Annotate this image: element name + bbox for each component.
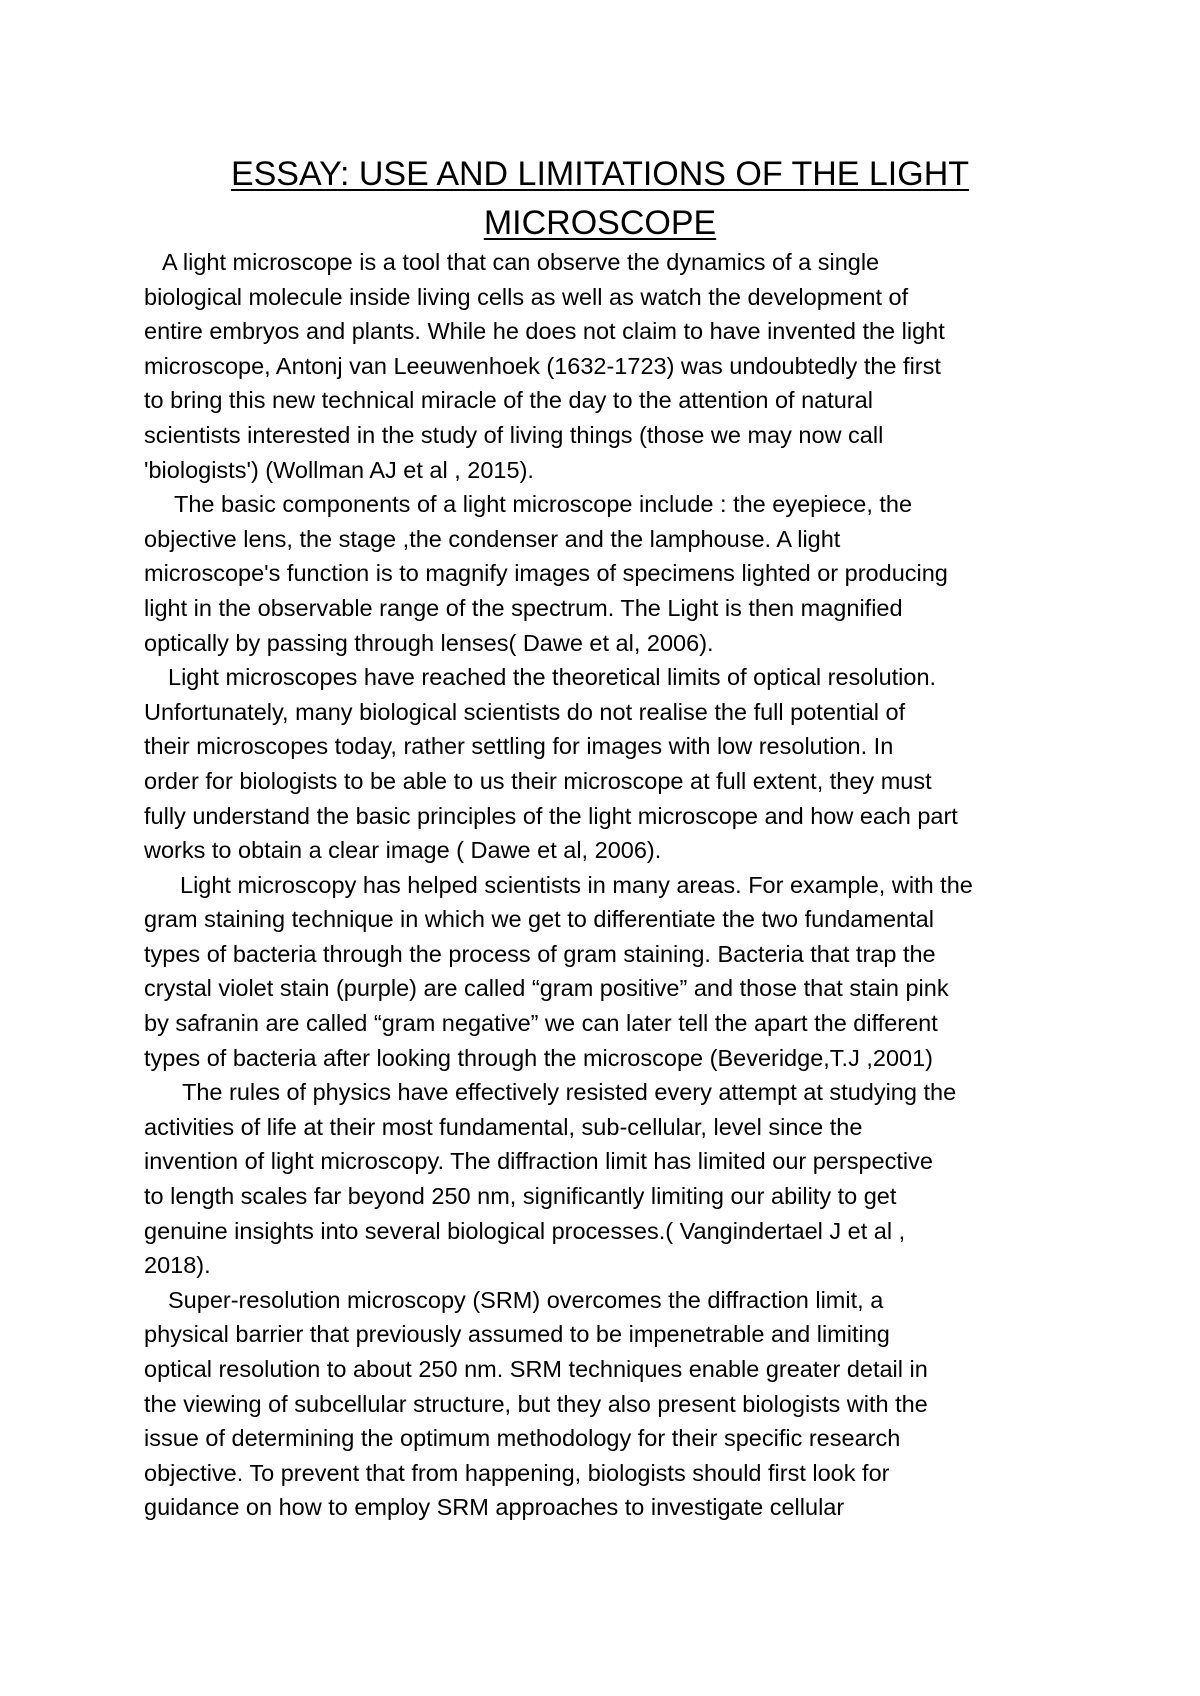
essay-title-line-1: ESSAY: USE AND LIMITATIONS OF THE LIGHT (230, 155, 970, 193)
paragraph-line: objective. To prevent that from happening, biologists should first look for (144, 1459, 890, 1486)
paragraph-line: Super-resolution microscopy (SRM) overcomes the diffraction limit, a (168, 1286, 884, 1313)
paragraph-line: Light microscopes have reached the theoretical limits of optical resolution. (168, 664, 937, 691)
paragraph-line: The rules of physics have effectively resisted every attempt at studying the (182, 1079, 957, 1106)
paragraph-line: to length scales far beyond 250 nm, significantly limiting our ability to get (144, 1183, 897, 1210)
paragraph-line: guidance on how to employ SRM approaches to investigate cellular (144, 1494, 845, 1521)
paragraph-line: biological molecule inside living cells as well as watch the development of (144, 283, 909, 310)
essay-title-line-2: MICROSCOPE (483, 204, 717, 242)
paragraph-line: Light microscopy has helped scientists in many areas. For example, with the (180, 871, 973, 898)
paragraph-line: their microscopes today, rather settling for images with low resolution. In (144, 733, 894, 760)
essay-paragraph (144, 660, 1074, 868)
paragraph-line: 2018). (144, 1252, 211, 1279)
paragraph-line: scientists interested in the study of living things (those we may now call (144, 421, 884, 448)
paragraph-line: A light microscope is a tool that can observe the dynamics of a single (162, 249, 880, 275)
paragraph-line: gram staining technique in which we get to differentiate the two fundamental (144, 906, 934, 933)
paragraph-line: fully understand the basic principles of the light microscope and how each part (144, 802, 958, 829)
paragraph-line: 'biologists') (Wollman AJ et al , 2015). (144, 456, 534, 483)
paragraph-line: crystal violet stain (purple) are called “gram positive” and those that stain pink (144, 975, 949, 1002)
paragraph-line: by safranin are called “gram negative” we can later tell the apart the different (144, 1010, 938, 1037)
paragraph-line: objective lens, the stage ,the condenser and the lamphouse. A light (144, 525, 841, 552)
essay-body (144, 245, 1074, 1525)
paragraph-line: order for biologists to be able to us their microscope at full extent, they must (144, 767, 932, 794)
paragraph-line: optically by passing through lenses( Dawe et al, 2006). (144, 629, 714, 656)
paragraph-line: activities of life at their most fundamental, sub-cellular, level since the (144, 1113, 863, 1140)
paragraph-line: types of bacteria through the process of gram staining. Bacteria that trap the (144, 940, 936, 967)
essay-title (140, 150, 1060, 248)
paragraph-line: the viewing of subcellular structure, but they also present biologists with the (144, 1390, 928, 1417)
paragraph-line: microscope, Antonj van Leeuwenhoek (1632-1723) was undoubtedly the first (144, 352, 941, 379)
paragraph-line: issue of determining the optimum methodology for their specific research (144, 1425, 901, 1452)
paragraph-line: genuine insights into several biological processes.( Vangindertael J et al , (144, 1217, 906, 1244)
essay-paragraph (144, 245, 1074, 487)
paragraph-line: entire embryos and plants. While he does not claim to have invented the light (144, 318, 945, 345)
essay-paragraph (144, 487, 1074, 660)
paragraph-line: to bring this new technical miracle of the day to the attention of natural (144, 387, 873, 414)
paragraph-line: Unfortunately, many biological scientists do not realise the full potential of (144, 698, 906, 725)
paragraph-line: The basic components of a light microscope include : the eyepiece, the (174, 491, 913, 518)
essay-paragraph (144, 868, 1074, 1076)
paragraph-line: microscope's function is to magnify images of specimens lighted or producing (144, 560, 948, 587)
paragraph-line: optical resolution to about 250 nm. SRM techniques enable greater detail in (144, 1356, 928, 1382)
essay-paragraph (144, 1075, 1074, 1283)
paragraph-line: types of bacteria after looking through the microscope (Beveridge,T.J ,2001) (144, 1044, 933, 1071)
paragraph-line: light in the observable range of the spectrum. The Light is then magnified (144, 594, 903, 621)
paragraph-line: invention of light microscopy. The diffraction limit has limited our perspective (144, 1148, 933, 1175)
paragraph-line: works to obtain a clear image ( Dawe et al, 2006). (144, 837, 662, 864)
essay-paragraph (144, 1283, 1074, 1525)
paragraph-line: physical barrier that previously assumed to be impenetrable and limiting (144, 1321, 890, 1348)
